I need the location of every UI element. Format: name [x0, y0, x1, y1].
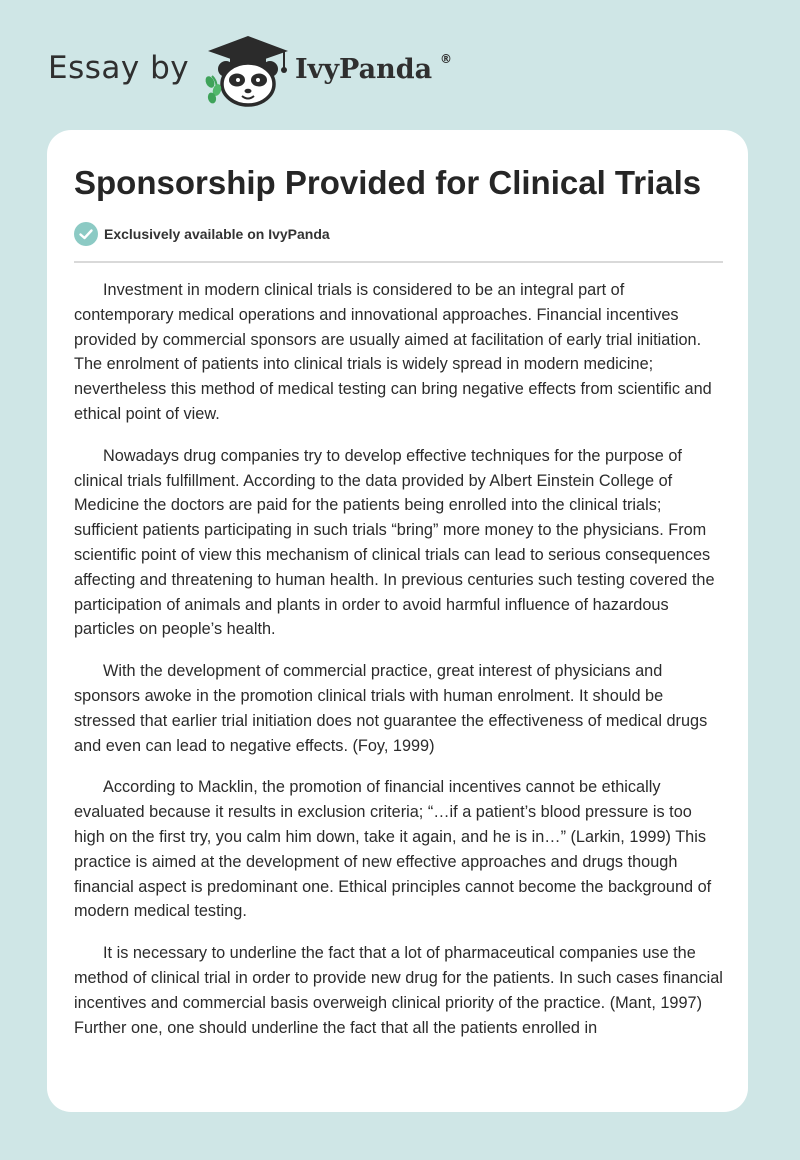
- essay-card: [47, 130, 748, 1112]
- paragraph: With the development of commercial practice, great interest of physicians and sponsors awoke in the promotion clinical trials with human enrolment. It should be stressed that earlier trial initiation does not guarantee the effectiveness of medical drugs and even can lead to negative effects. (Foy, 1999): [74, 662, 708, 755]
- divider: [74, 261, 723, 263]
- page-title: Sponsorship Provided for Clinical Trials: [74, 164, 702, 201]
- paragraph: It is necessary to underline the fact that a lot of pharmaceutical companies use the method of clinical trial in order to provide new drug for the patients. In such cases financial incentives and commercial basis overweigh clinical priority of the practice. (Mant, 1997) Further one, one should underline the fact that all the patients enrolled in: [74, 944, 723, 1037]
- registered-mark: ®: [440, 52, 452, 66]
- essay-by-label: Essay by: [48, 50, 190, 86]
- paragraph: Investment in modern clinical trials is considered to be an integral part of contemporary medical operations and innovational approaches. Financial incentives provided by commercial sponsors are usually aimed at facilitation of early trial initiation. The enrolment of patients into clinical trials is widely spread in modern medicine; nevertheless this method of medical testing can bring negative effects from scientific and ethical point of view.: [74, 281, 712, 423]
- check-badge-icon: [74, 222, 98, 246]
- paragraph: Nowadays drug companies try to develop effective techniques for the purpose of clinical trials fulfillment. According to the data provided by Albert Einstein College of Medicine the doctors are paid for the patients being enrolled into the clinical trials; sufficient patients participating in such trials “bring” more money to the physicians. From scientific point of view this mechanism of clinical trials can lead to serious consequences affecting and threatening to human health. In previous centuries such testing covered the participation of animals and plants in order to avoid harmful influence of hazardous particles on people’s health.: [74, 446, 715, 639]
- essay-body: [74, 278, 726, 1057]
- site-header: [48, 30, 548, 110]
- badge-label: Exclusively available on IvyPanda: [104, 226, 330, 242]
- brand-name[interactable]: IvyPanda: [295, 54, 433, 85]
- paragraph: According to Macklin, the promotion of financial incentives cannot be ethically evaluated because it results in exclusion criteria; “…if a patient’s blood pressure is too high on the first try, you calm him down, take it again, and he is in…” (Larkin, 1999) This practice is aimed at the development of new effective approaches and drugs though financial aspect is predominant one. Ethical principles cannot become the background of modern medical testing.: [74, 778, 712, 921]
- ivypanda-panda-logo-icon[interactable]: [202, 34, 294, 108]
